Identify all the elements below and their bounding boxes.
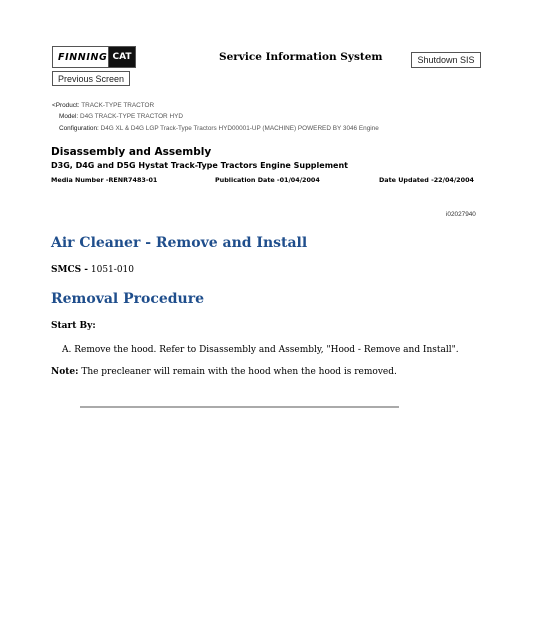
topic-heading: Air Cleaner - Remove and Install [51, 235, 308, 251]
smcs-value: 1051-010 [90, 265, 134, 275]
section-heading: Removal Procedure [51, 291, 205, 307]
logo-cat-text: CAT [108, 47, 135, 67]
page-title: Service Information System [219, 51, 383, 63]
model-line [59, 113, 183, 120]
note-text: The precleaner will remain with the hood when the hood is removed. [81, 367, 397, 377]
step-a: A. Remove the hood. Refer to Disassembly and Assembly, "Hood - Remove and Install". [62, 345, 459, 355]
model-value: D4G TRACK-TYPE TRACTOR HYD [79, 113, 183, 120]
previous-screen-button[interactable]: Previous Screen [52, 71, 130, 86]
product-key: <Product: [52, 102, 80, 109]
config-key: Configuration: [59, 125, 99, 132]
smcs-label: SMCS - [51, 265, 88, 275]
product-value: TRACK-TYPE TRACTOR [81, 102, 155, 109]
document-title: Disassembly and Assembly [51, 146, 212, 158]
note-label: Note: [51, 367, 79, 377]
note [51, 367, 397, 377]
smcs-code [51, 265, 134, 275]
model-key: Model: [59, 113, 79, 120]
publication-date: Publication Date -01/04/2004 [215, 176, 320, 184]
configuration-line [59, 125, 379, 132]
logo-finning-text: FINNING [58, 51, 108, 63]
product-line [52, 102, 154, 109]
document-subtitle: D3G, D4G and D5G Hystat Track-Type Tractors Engine Supplement [51, 161, 348, 170]
shutdown-sis-button[interactable]: Shutdown SIS [411, 52, 481, 68]
date-updated: Date Updated -22/04/2004 [379, 176, 474, 184]
media-number: Media Number -RENR7483-01 [51, 176, 158, 184]
document-id: i02027940 [446, 211, 476, 218]
divider-line [80, 406, 399, 408]
start-by-label: Start By: [51, 321, 96, 331]
product-key-text: Product: [55, 102, 80, 109]
config-value: D4G XL & D4G LGP Track-Type Tractors HYD00001-UP (MACHINE) POWERED BY 3046 Engine [100, 125, 379, 132]
finning-cat-logo [52, 46, 136, 68]
